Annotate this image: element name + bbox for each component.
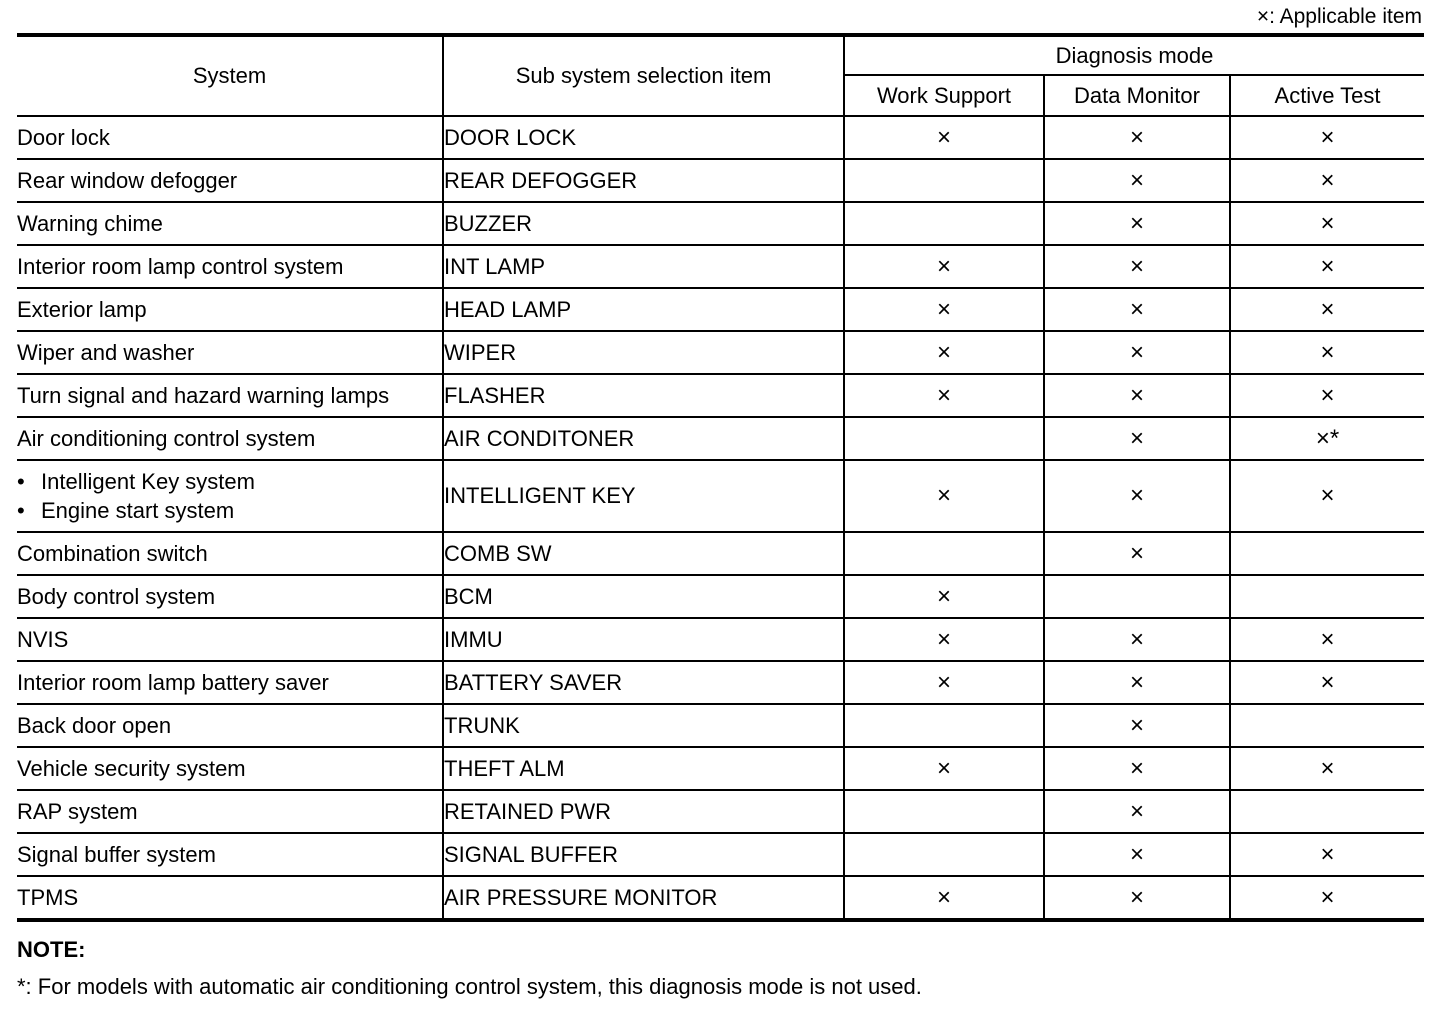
sub-system-cell: COMB SW <box>443 532 844 575</box>
system-cell: Back door open <box>17 704 443 747</box>
table-row <box>17 747 1424 790</box>
active-test-mark: × <box>1230 661 1424 704</box>
sub-system-cell: THEFT ALM <box>443 747 844 790</box>
header-data-monitor: Data Monitor <box>1044 75 1230 116</box>
sub-system-cell: INTELLIGENT KEY <box>443 460 844 532</box>
sub-system-cell: AIR PRESSURE MONITOR <box>443 876 844 920</box>
sub-system-cell: BATTERY SAVER <box>443 661 844 704</box>
work-support-mark: × <box>844 245 1044 288</box>
work-support-mark: × <box>844 876 1044 920</box>
table-row <box>17 288 1424 331</box>
header-active-test: Active Test <box>1230 75 1424 116</box>
active-test-mark: × <box>1230 116 1424 159</box>
work-support-mark: × <box>844 661 1044 704</box>
data-monitor-mark: × <box>1044 159 1230 202</box>
diagnosis-mode-table <box>17 33 1424 922</box>
data-monitor-mark: × <box>1044 661 1230 704</box>
work-support-mark: × <box>844 747 1044 790</box>
table-body <box>17 116 1424 920</box>
table-row <box>17 460 1424 532</box>
system-cell: Interior room lamp control system <box>17 245 443 288</box>
table-row <box>17 116 1424 159</box>
data-monitor-mark: × <box>1044 876 1230 920</box>
table-row <box>17 833 1424 876</box>
data-monitor-mark: × <box>1044 245 1230 288</box>
active-test-mark: × <box>1230 876 1424 920</box>
data-monitor-mark: × <box>1044 374 1230 417</box>
table-row <box>17 618 1424 661</box>
work-support-mark <box>844 202 1044 245</box>
system-cell: Wiper and washer <box>17 331 443 374</box>
work-support-mark <box>844 159 1044 202</box>
active-test-mark: × <box>1230 747 1424 790</box>
sub-system-cell: REAR DEFOGGER <box>443 159 844 202</box>
sub-system-cell: SIGNAL BUFFER <box>443 833 844 876</box>
data-monitor-mark <box>1044 575 1230 618</box>
sub-system-cell: DOOR LOCK <box>443 116 844 159</box>
table-row <box>17 532 1424 575</box>
system-cell: Signal buffer system <box>17 833 443 876</box>
active-test-mark: × <box>1230 331 1424 374</box>
note-text: *: For models with automatic air conditioning control system, this diagnosis mode is not used. <box>17 974 922 999</box>
work-support-mark: × <box>844 618 1044 661</box>
active-test-mark <box>1230 532 1424 575</box>
data-monitor-mark: × <box>1044 790 1230 833</box>
active-test-mark: × <box>1230 618 1424 661</box>
table-row <box>17 876 1424 920</box>
work-support-mark: × <box>844 288 1044 331</box>
data-monitor-mark: × <box>1044 747 1230 790</box>
table-row <box>17 159 1424 202</box>
work-support-mark: × <box>844 116 1044 159</box>
system-cell: Turn signal and hazard warning lamps <box>17 374 443 417</box>
data-monitor-mark: × <box>1044 288 1230 331</box>
work-support-mark: × <box>844 374 1044 417</box>
system-cell: TPMS <box>17 876 443 920</box>
header-system: System <box>17 35 443 116</box>
table-row <box>17 417 1424 460</box>
sub-system-cell: INT LAMP <box>443 245 844 288</box>
sub-system-cell: BCM <box>443 575 844 618</box>
system-cell: Combination switch <box>17 532 443 575</box>
header-diagnosis-mode: Diagnosis mode <box>844 35 1424 75</box>
sub-system-cell: RETAINED PWR <box>443 790 844 833</box>
sub-system-cell: HEAD LAMP <box>443 288 844 331</box>
active-test-mark <box>1230 790 1424 833</box>
data-monitor-mark: × <box>1044 704 1230 747</box>
bullet-glyph: • <box>17 498 25 523</box>
active-test-mark: × <box>1230 374 1424 417</box>
sub-system-cell: TRUNK <box>443 704 844 747</box>
active-test-mark <box>1230 704 1424 747</box>
active-test-mark: × <box>1230 288 1424 331</box>
active-test-mark: × <box>1230 245 1424 288</box>
data-monitor-mark: × <box>1044 116 1230 159</box>
active-test-mark <box>1230 575 1424 618</box>
header-sub-system: Sub system selection item <box>443 35 844 116</box>
work-support-mark <box>844 704 1044 747</box>
active-test-mark: ×* <box>1230 417 1424 460</box>
active-test-mark: × <box>1230 460 1424 532</box>
sub-system-cell: WIPER <box>443 331 844 374</box>
work-support-mark: × <box>844 575 1044 618</box>
table-row <box>17 661 1424 704</box>
work-support-mark <box>844 833 1044 876</box>
note-title: NOTE: <box>17 937 86 962</box>
active-test-mark: × <box>1230 159 1424 202</box>
active-test-mark: × <box>1230 202 1424 245</box>
data-monitor-mark: × <box>1044 202 1230 245</box>
active-test-mark: × <box>1230 833 1424 876</box>
system-cell <box>17 460 443 532</box>
system-cell: RAP system <box>17 790 443 833</box>
work-support-mark <box>844 417 1044 460</box>
table-row <box>17 374 1424 417</box>
system-list-text: Engine start system <box>41 498 235 523</box>
work-support-mark: × <box>844 331 1044 374</box>
system-cell: Door lock <box>17 116 443 159</box>
sub-system-cell: BUZZER <box>443 202 844 245</box>
table-row <box>17 575 1424 618</box>
data-monitor-mark: × <box>1044 331 1230 374</box>
system-list-item <box>17 467 442 496</box>
system-cell: Vehicle security system <box>17 747 443 790</box>
work-support-mark <box>844 790 1044 833</box>
data-monitor-mark: × <box>1044 460 1230 532</box>
sub-system-cell: AIR CONDITONER <box>443 417 844 460</box>
system-cell: Interior room lamp battery saver <box>17 661 443 704</box>
work-support-mark: × <box>844 460 1044 532</box>
data-monitor-mark: × <box>1044 833 1230 876</box>
table-row <box>17 790 1424 833</box>
table-row <box>17 704 1424 747</box>
sub-system-cell: IMMU <box>443 618 844 661</box>
sub-system-cell: FLASHER <box>443 374 844 417</box>
data-monitor-mark: × <box>1044 532 1230 575</box>
system-cell: Air conditioning control system <box>17 417 443 460</box>
table-row <box>17 331 1424 374</box>
table-row <box>17 202 1424 245</box>
bullet-glyph: • <box>17 469 25 494</box>
system-cell: Body control system <box>17 575 443 618</box>
table-row <box>17 245 1424 288</box>
system-list-item <box>17 496 442 525</box>
header-work-support: Work Support <box>844 75 1044 116</box>
system-cell: Rear window defogger <box>17 159 443 202</box>
system-list-text: Intelligent Key system <box>41 469 255 494</box>
data-monitor-mark: × <box>1044 417 1230 460</box>
system-cell: Exterior lamp <box>17 288 443 331</box>
legend: ×: Applicable item <box>1256 5 1422 28</box>
system-cell: Warning chime <box>17 202 443 245</box>
system-cell: NVIS <box>17 618 443 661</box>
work-support-mark <box>844 532 1044 575</box>
data-monitor-mark: × <box>1044 618 1230 661</box>
